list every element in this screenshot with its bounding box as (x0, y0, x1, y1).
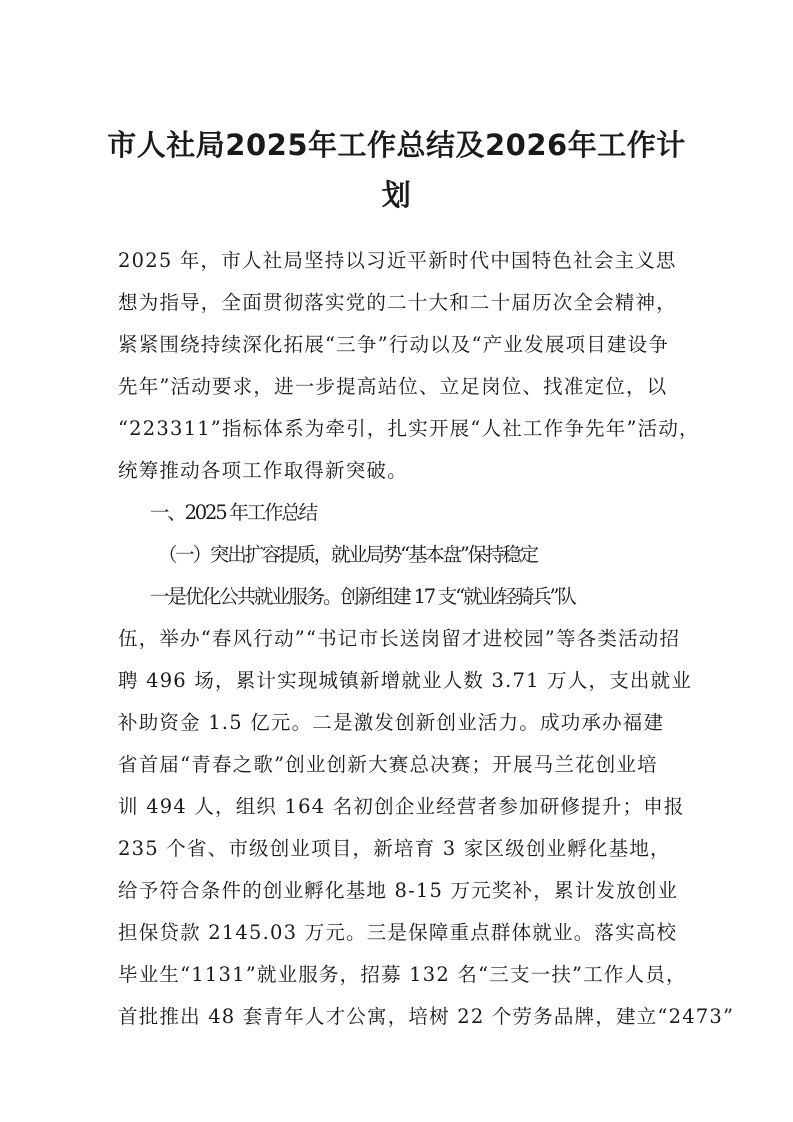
body-line: 先年”活动要求，进一步提高站位、立足岗位、找准定位，以 (118, 375, 668, 398)
body-line: 一是优化公共就业服务。创新组建 17 支“就业轻骑兵”队 (150, 585, 575, 608)
body-line: “223311”指标体系为牵引，扎实开展“人社工作争先年”活动， (118, 417, 700, 440)
body-line: 紧紧围绕持续深化拓展“三争”行动以及“产业发展项目建设争 (118, 333, 670, 356)
body-line: 省首届“青春之歌”创业创新大赛总决赛；开展马兰花创业培 (118, 753, 658, 776)
body-line: 伍，举办“春风行动”“书记市长送岗留才进校园”等各类活动招 (118, 627, 681, 650)
subsection-heading: （一）突出扩容提质，就业局势“基本盘”保持稳定 (158, 543, 537, 566)
document-title (100, 120, 693, 220)
body-line: 训 494 人，组织 164 名初创企业经营者参加研修提升；申报 (118, 795, 685, 818)
body-line: 聘 496 场，累计实现城镇新增就业人数 3.71 万人，支出就业 (118, 669, 693, 692)
body-line: 首批推出 48 套青年人才公寓，培树 22 个劳务品牌，建立“2473” (118, 1005, 735, 1028)
section-heading: 一、2025 年工作总结 (150, 501, 316, 524)
title-line-1: 市人社局2025年工作总结及2026年工作计 (107, 128, 686, 162)
body-line: 2025 年，市人社局坚持以习近平新时代中国特色社会主义思 (118, 249, 677, 272)
body-line: 给予符合条件的创业孵化基地 8-15 万元奖补，累计发放创业 (118, 879, 679, 902)
title-line-2: 划 (381, 178, 412, 212)
body-line: 补助资金 1.5 亿元。二是激发创新创业活力。成功承办福建 (118, 711, 665, 734)
body-line: 担保贷款 2145.03 万元。三是保障重点群体就业。落实高校 (118, 921, 678, 944)
body-line: 235 个省、市级创业项目，新培育 3 家区级创业孵化基地， (118, 837, 671, 860)
body-line: 统筹推动各项工作取得新突破。 (118, 459, 408, 482)
body-line: 毕业生“1131”就业服务，招募 132 名“三支一扶”工作人员， (118, 963, 687, 986)
body-line: 想为指导，全面贯彻落实党的二十大和二十届历次全会精神， (118, 291, 677, 314)
